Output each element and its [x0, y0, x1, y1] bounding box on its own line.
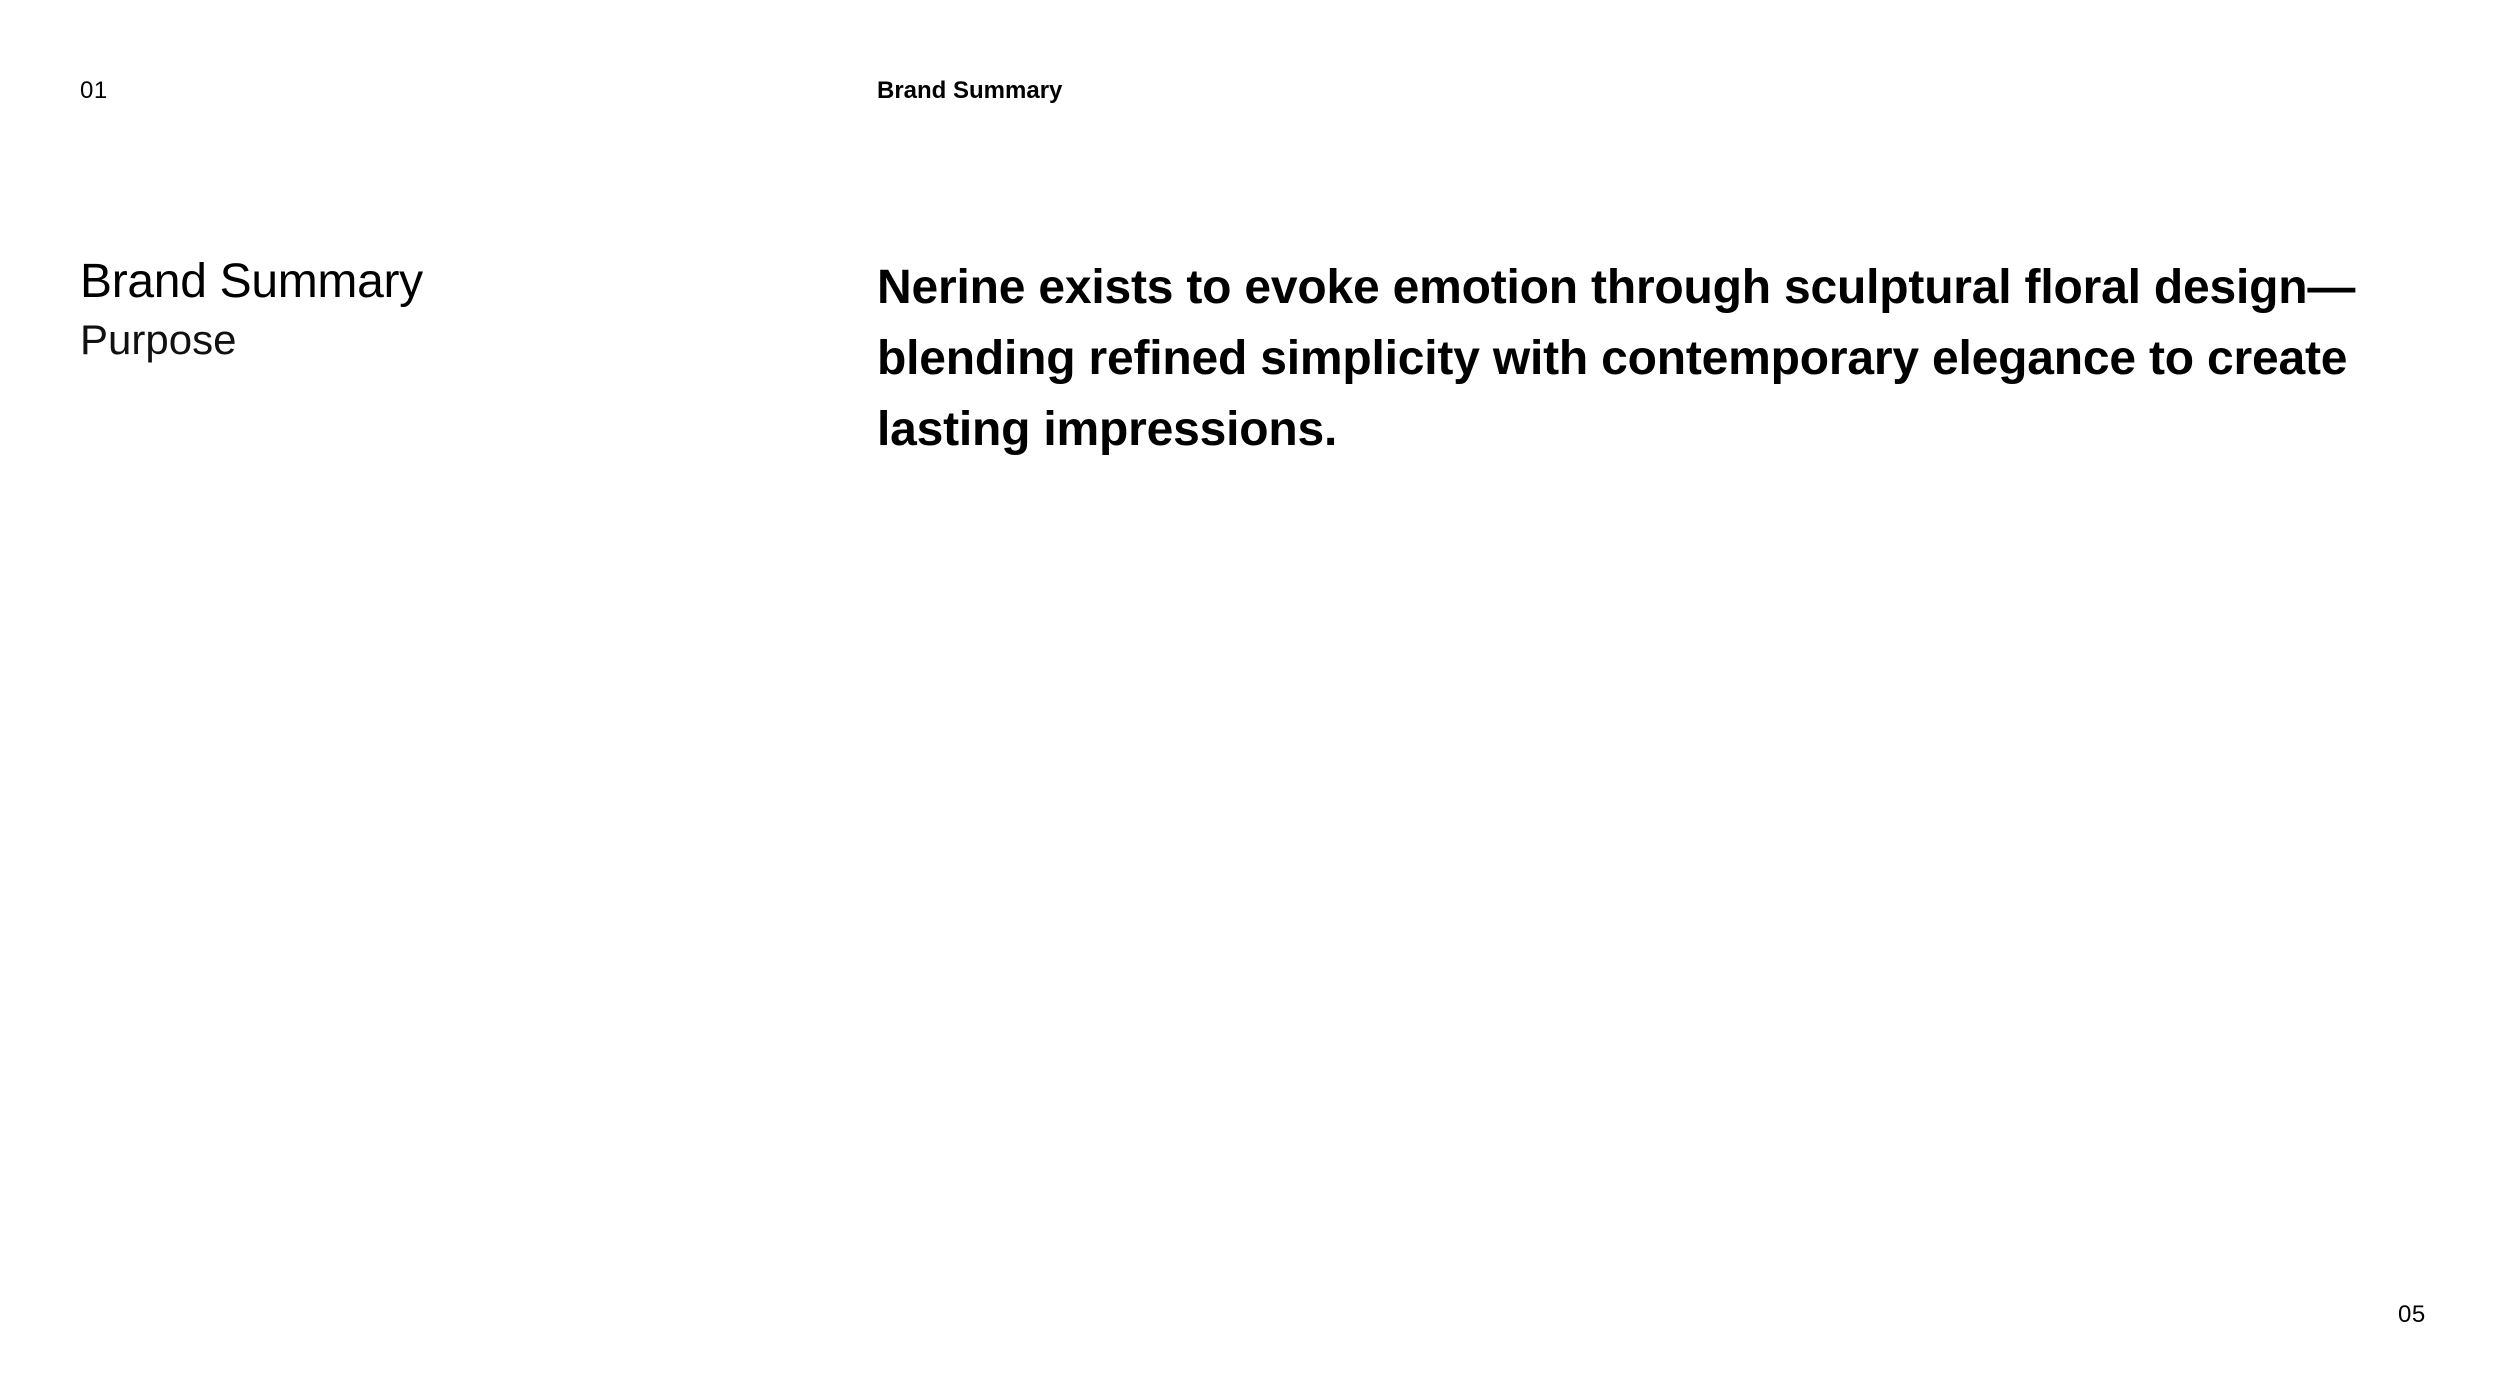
- running-header: Brand Summary: [877, 77, 1063, 104]
- section-title: Brand Summary: [80, 255, 423, 308]
- section-heading: [80, 252, 780, 368]
- section-number: 01: [80, 77, 108, 104]
- page-number: 05: [2398, 1301, 2426, 1328]
- purpose-statement: Nerine exists to evoke emotion through sculptural floral design—blending refined simplicity with contemporary elegance to create lasting impressions.: [877, 261, 2356, 456]
- section-subtitle: Purpose: [80, 316, 237, 363]
